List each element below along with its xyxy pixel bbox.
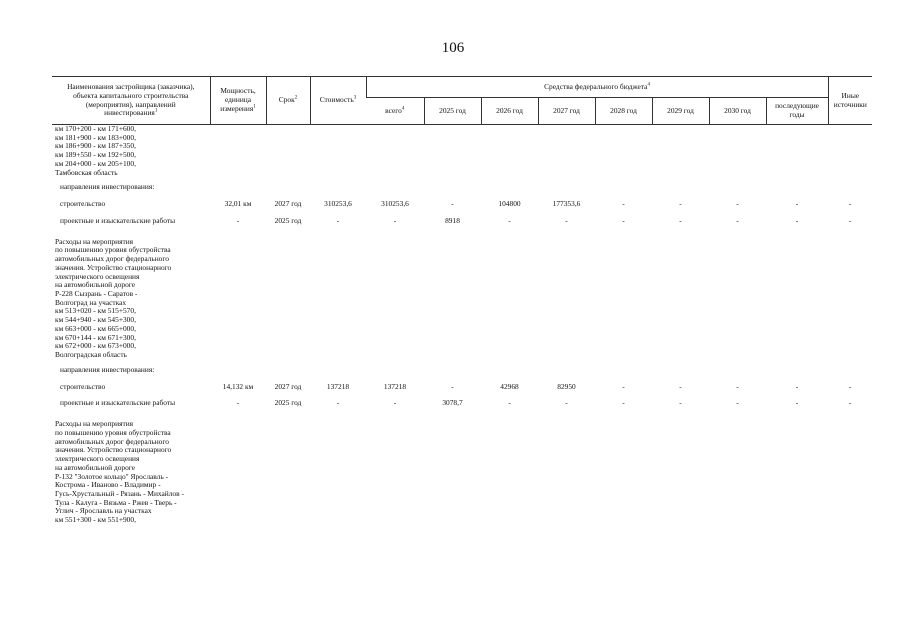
header-capacity: Мощность, единица измерения$^1$ [210, 77, 266, 125]
table-body [52, 125, 872, 525]
header-federal-budget: Средства федерального бюджета$^4$ [366, 77, 828, 98]
header-2030: 2030 год [709, 98, 766, 125]
object-description: км 170+200 - км 171+600, км 181+900 - км 183+000, км 186+900 - км 187+350, км 189+550 - км 192+500, км 204+000 - км 205+100, Тамбовская область [55, 124, 136, 177]
table-cell: 104800 [498, 199, 521, 209]
table-cell: - [336, 215, 340, 225]
table-cell: 2027 год [274, 199, 302, 209]
table-cell: - [236, 215, 240, 225]
table-cell: 32,01 км [224, 199, 252, 209]
table-cell: - [679, 381, 682, 391]
header-2029: 2029 год [652, 98, 709, 125]
table-cell: - [848, 381, 852, 391]
row-label: строительство [60, 199, 106, 209]
table-cell: - [451, 381, 454, 391]
table-row [52, 379, 872, 396]
table-row [52, 395, 872, 412]
section-label: направления инвестирования: [60, 364, 155, 374]
header-name: Наименования застройщика (заказчика), объекта капитального строительства (мероприятия), направлений инвестирования$^1$ [52, 77, 210, 125]
table-cell: - [508, 398, 511, 408]
table-row [52, 196, 872, 213]
table-cell: - [795, 381, 799, 391]
row-label: строительство [60, 381, 106, 391]
table-cell: - [848, 215, 852, 225]
object-description: Расходы на мероприятия по повышению уровня обустройства автомобильных дорог федерального значения. Устройство стационарного электрического освещения на автомобильной дороге Р-228 Сызрань - Саратов - Волгоград на участках км 513+020 - км 515+570, км 544+940 - км 545+300, км 663+000 - км 665+000, км 670+144 - км 671+300, км 672+000 - км 673+000, Волгоградская область [55, 236, 172, 360]
table-cell: 8918 [445, 215, 460, 225]
table-cell: - [236, 398, 240, 408]
table-row [52, 213, 872, 230]
table-cell: - [795, 398, 799, 408]
header-later-years: последующие годы [766, 98, 828, 125]
object-description-row [52, 230, 872, 360]
object-description-row [52, 125, 872, 178]
table-cell: - [736, 199, 739, 209]
table-cell: 3078,7 [442, 398, 463, 408]
object-description-row [52, 412, 872, 525]
table-cell: - [679, 199, 682, 209]
table-cell: 42968 [500, 381, 519, 391]
header-term: Срок$^2$ [266, 77, 310, 125]
table-cell: - [565, 215, 568, 225]
table-cell: - [393, 215, 397, 225]
budget-table [52, 76, 872, 525]
table-cell: 82950 [557, 381, 576, 391]
object-description: Расходы на мероприятия по повышению уровня обустройства автомобильных дорог федерального значения. Устройство стационарного электрического освещения на автомобильной дороге Р-132 "Золотое кольцо" Ярославль - Кострома - Иваново - Владимир - Гусь-Хрустальный - Рязань - Михайлов - Тула - Калуга - Вязьма - Ржев - Тверь - Углич - Ярославль на участках км 551+300 - км 551+900, [55, 419, 184, 525]
table-cell: 14,132 км [222, 381, 254, 391]
header-total: всего$^4$ [366, 98, 424, 125]
table-cell: - [795, 215, 799, 225]
table-cell: - [622, 215, 625, 225]
header-cost: Стоимость$^3$ [310, 77, 366, 125]
table-cell: - [679, 215, 682, 225]
table-cell: - [622, 381, 625, 391]
table-cell: 2025 год [274, 215, 302, 225]
section-label: направления инвестирования: [60, 182, 155, 192]
table-cell: - [795, 199, 799, 209]
table-cell: - [848, 398, 852, 408]
table-cell: - [622, 199, 625, 209]
table-cell: - [848, 199, 852, 209]
table-cell: - [736, 215, 739, 225]
table-cell: 2027 год [274, 381, 302, 391]
table-cell: 310253,6 [381, 199, 409, 209]
table-cell: - [451, 199, 454, 209]
table-cell: - [622, 398, 625, 408]
table-cell: 310253,6 [324, 199, 352, 209]
page-number: 106 [441, 40, 465, 56]
table-cell: - [508, 215, 511, 225]
header-2026: 2026 год [481, 98, 538, 125]
table-cell: 137218 [326, 381, 350, 391]
row-label: проектные и изыскательские работы [60, 215, 176, 225]
table-cell: - [393, 398, 397, 408]
row-label: проектные и изыскательские работы [60, 398, 176, 408]
section-label-row [52, 360, 872, 379]
header-2025: 2025 год [424, 98, 481, 125]
table-cell: 137218 [383, 381, 407, 391]
header-2028: 2028 год [595, 98, 652, 125]
table-cell: 177353,6 [552, 199, 581, 209]
table-cell: - [679, 398, 682, 408]
table-cell: - [736, 398, 739, 408]
table-cell: - [736, 381, 739, 391]
header-2027: 2027 год [538, 98, 595, 125]
table-cell: - [336, 398, 340, 408]
section-label-row [52, 177, 872, 196]
table-cell: 2025 год [274, 398, 302, 408]
table-cell: - [565, 398, 568, 408]
header-other-sources: Иные источники [828, 77, 872, 125]
